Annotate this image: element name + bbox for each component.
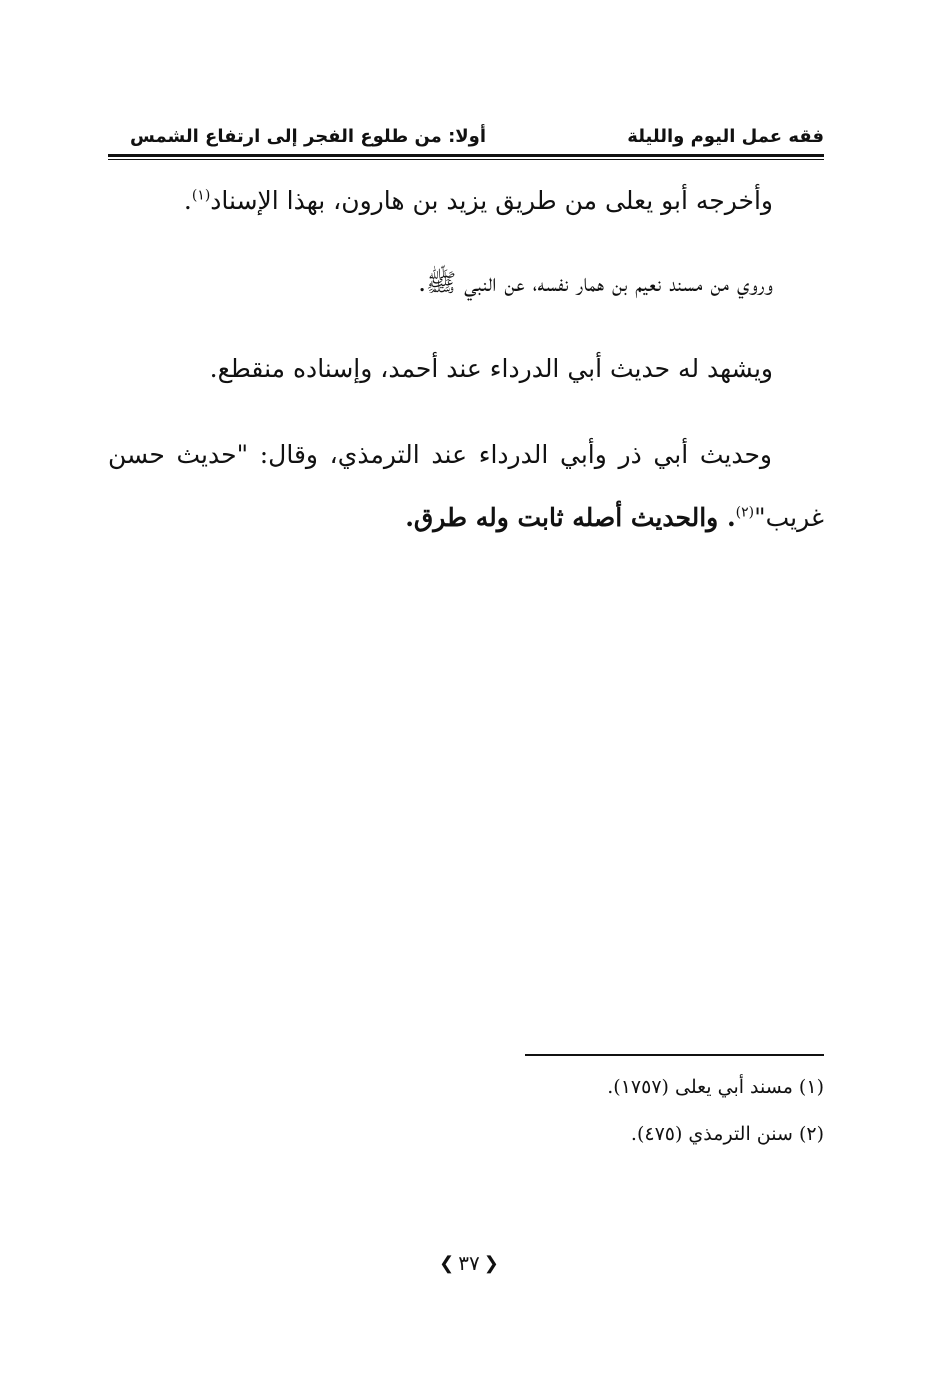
page-number: ٣٧ [458,1251,480,1275]
paragraph-1 [184,186,773,216]
paragraph-4-line-2 [405,503,824,533]
footnote-separator [525,1054,824,1056]
header-rule-thin [108,159,824,160]
paragraph-4-line-2-end: . والحديث أصله ثابت وله طرق. [405,503,736,532]
paragraph-3-text: ويشهد له حديث أبي الدرداء عند أحمد، وإسناده منقطع. [209,354,773,383]
page-number-block [428,1250,510,1276]
footnote-1: (١) مسند أبي يعلى (١٧٥٧). [607,1076,824,1098]
paragraph-4 [108,440,824,470]
paragraph-2-text: وروي من مسند نعيم بن همار نفسه، عن النبي ﷺ. [418,268,773,297]
header-rule [108,154,824,157]
ornament-left-icon: ❯ [439,1252,455,1274]
chapter-title: أولا: من طلوع الفجر إلى ارتفاع الشمس [130,126,487,147]
paragraph-2 [418,268,773,298]
footnote-ref-2[interactable]: (٢) [735,504,755,521]
paragraph-1-end: . [183,186,192,215]
footnote-2: (٢) سنن الترمذي (٤٧٥). [630,1123,824,1145]
footnote-ref-1[interactable]: (١) [191,187,211,204]
paragraph-4-line-2-start: غريب" [754,503,824,532]
book-title: فقه عمل اليوم والليلة [627,126,824,147]
paragraph-1-text: وأخرجه أبو يعلى من طريق يزيد بن هارون، بهذا الإسناد [210,186,773,215]
running-header [108,126,824,156]
ornament-right-icon: ❮ [483,1252,499,1274]
paragraph-4-line-1: وحديث أبي ذر وأبي الدرداء عند الترمذي، وقال: "حديث حسن [108,440,772,469]
paragraph-3 [210,354,773,384]
